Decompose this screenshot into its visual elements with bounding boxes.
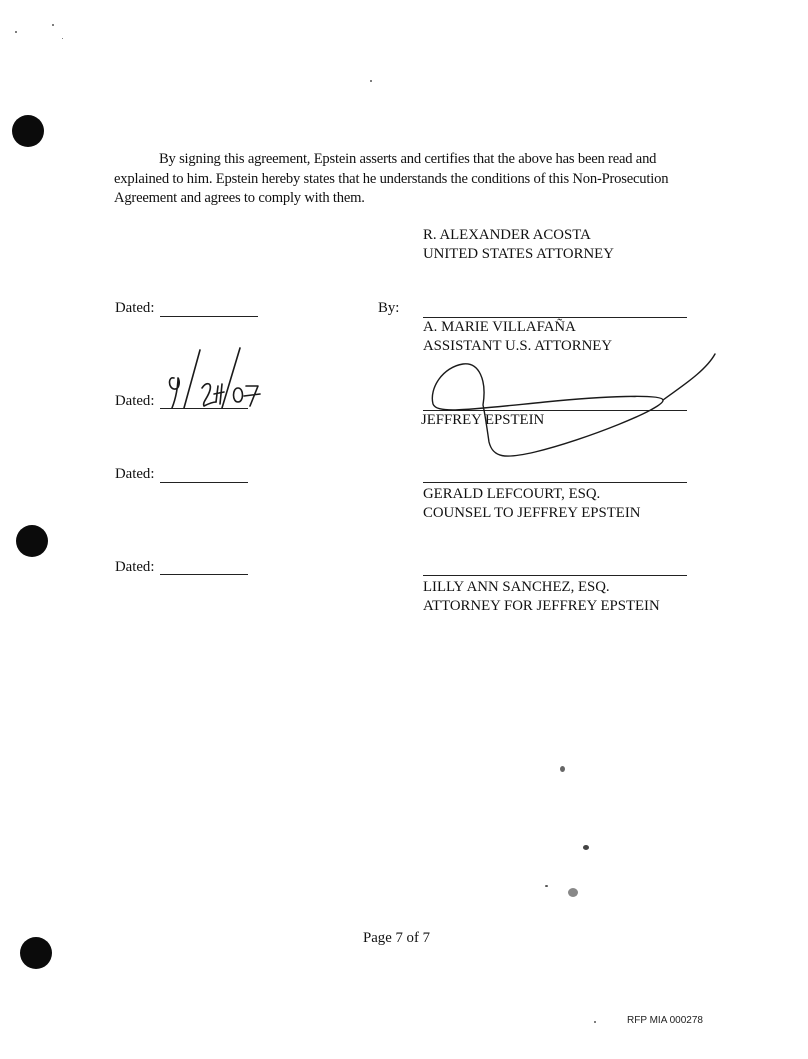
signer-name: A. MARIE VILLAFAÑA bbox=[423, 319, 576, 335]
date-line bbox=[160, 316, 258, 317]
dated-label: Dated: bbox=[115, 559, 155, 575]
handwritten-date bbox=[160, 342, 270, 412]
signer-title: ASSISTANT U.S. ATTORNEY bbox=[423, 338, 613, 354]
dated-label: Dated: bbox=[115, 300, 155, 316]
signature-line bbox=[423, 482, 687, 483]
us-attorney-name: R. ALEXANDER ACOSTA bbox=[423, 227, 591, 243]
signer-name: GERALD LEFCOURT, ESQ. bbox=[423, 486, 601, 502]
bates-number: RFP MIA 000278 bbox=[627, 1015, 703, 1026]
binder-hole-top bbox=[12, 115, 44, 147]
dated-label: Dated: bbox=[115, 393, 155, 409]
us-attorney-title: UNITED STATES ATTORNEY bbox=[423, 246, 614, 262]
by-label: By: bbox=[378, 300, 400, 316]
date-line bbox=[160, 574, 248, 575]
date-line bbox=[160, 482, 248, 483]
binder-hole-bottom bbox=[20, 937, 52, 969]
binder-hole-middle bbox=[16, 525, 48, 557]
certification-paragraph: By signing this agreement, Epstein asserts and certifies that the above has been read and explained to him. Epstein hereby states that he understands the conditions of this Non-Prosecution Agreement and agrees to comply with them. bbox=[114, 151, 669, 206]
signature-scrawl bbox=[425, 340, 725, 465]
signer-name: JEFFREY EPSTEIN bbox=[421, 412, 545, 428]
signer-title: ATTORNEY FOR JEFFREY EPSTEIN bbox=[423, 598, 660, 614]
signature-line bbox=[423, 575, 687, 576]
signer-title: COUNSEL TO JEFFREY EPSTEIN bbox=[423, 505, 641, 521]
dated-label: Dated: bbox=[115, 466, 155, 482]
page-number: Page 7 of 7 bbox=[363, 930, 430, 946]
signer-name: LILLY ANN SANCHEZ, ESQ. bbox=[423, 579, 610, 595]
